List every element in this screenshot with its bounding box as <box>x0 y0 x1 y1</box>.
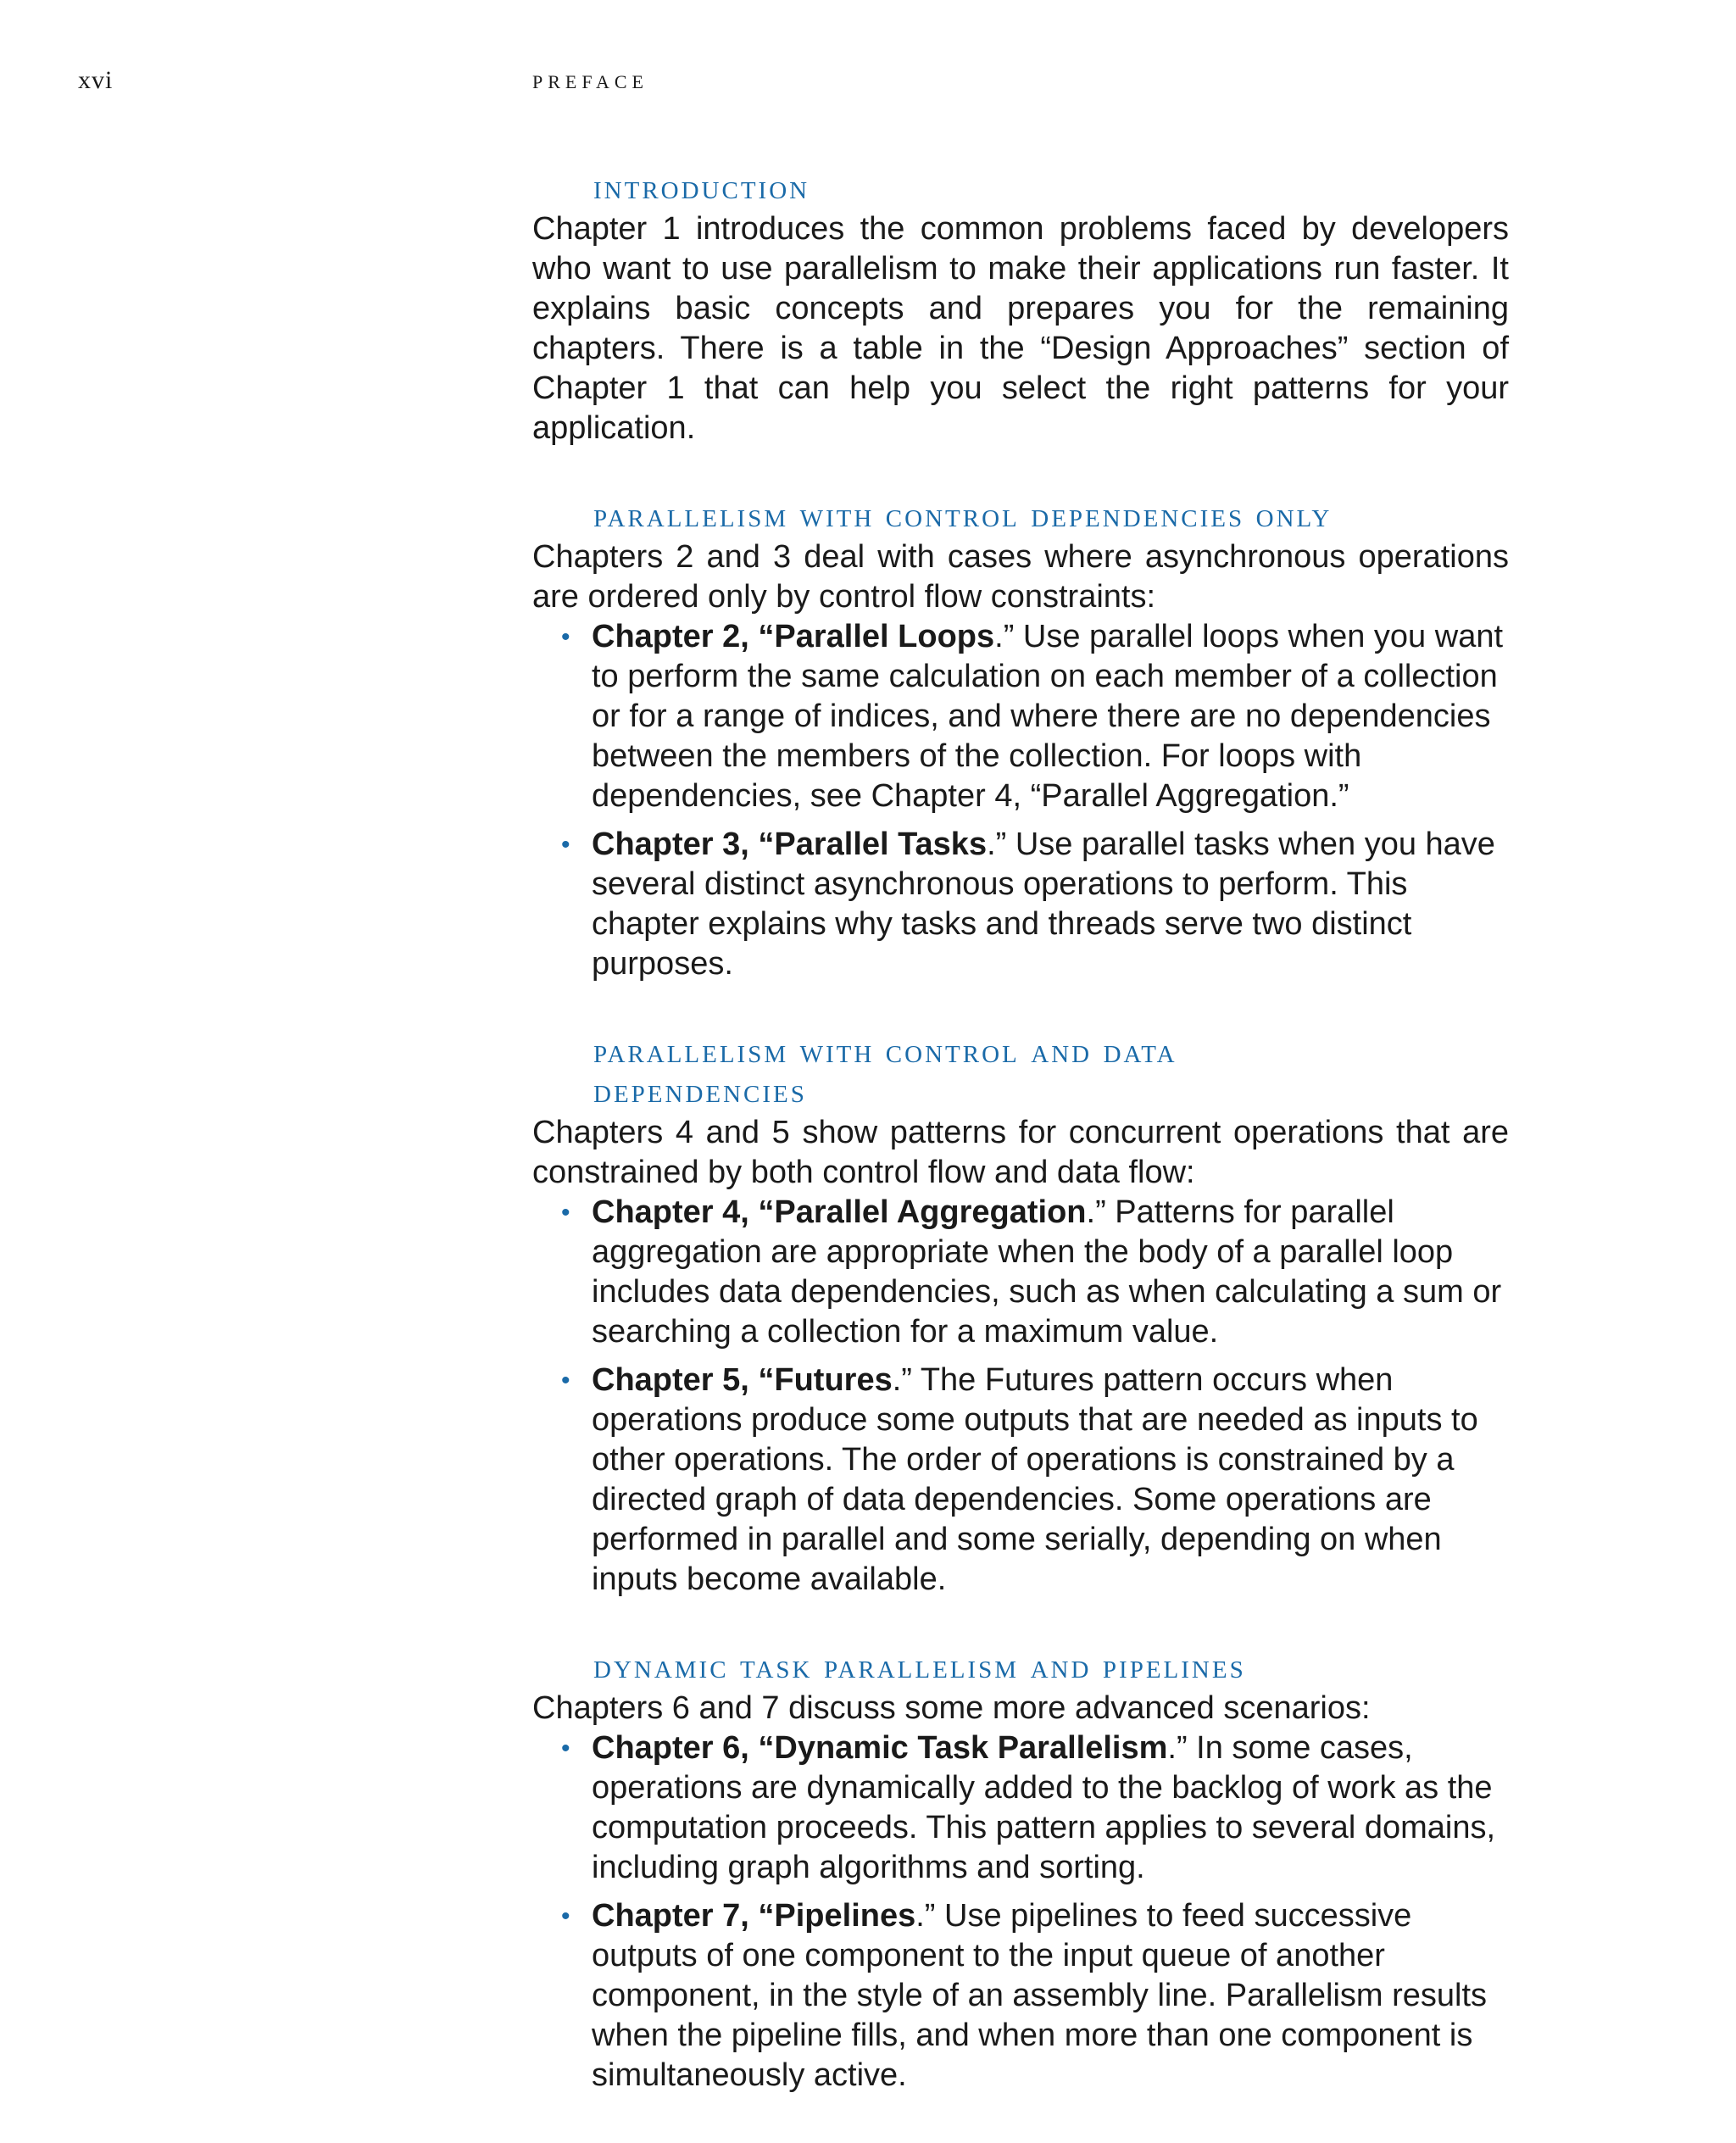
chapter-description: .” Use parallel tasks when you have several distinct asynchronous operations to perform. This chapter explains why tasks and threads serve two distinct purposes. <box>592 827 1495 982</box>
chapter-title: Chapter 6, “Dynamic Task Parallelism <box>592 1730 1168 1766</box>
chapter-title: Chapter 7, “Pipelines <box>592 1898 916 1934</box>
page-number: xvi <box>78 66 114 94</box>
section-heading: introduction <box>593 168 810 207</box>
chapter-description: .” The Futures pattern occurs when operations produce some outputs that are needed as inputs to other operations. The order of operations is constrained by a directed graph of data dependencies. Some operations are performed in parallel and some serially, depending on when inputs become available. <box>592 1362 1478 1597</box>
bullet-icon: • <box>561 1902 570 1930</box>
running-title: PREFACE <box>532 71 648 92</box>
section-paragraph: Chapters 6 and 7 discuss some more advanced scenarios: <box>532 1690 1371 1726</box>
chapter-description: .” Use parallel loops when you want to perform the same calculation on each member of a collection or for a range of indices, and where there are no dependencies between the members of the collection. For loops with dependencies, see Chapter 4, “Parallel Aggregation.” <box>592 619 1504 814</box>
chapter-description: .” In some cases, operations are dynamically added to the backlog of work as the computation proceeds. This pattern applies to several domains, including graph algorithms and sorting. <box>592 1730 1496 1885</box>
bullet-icon: • <box>561 831 570 859</box>
section-paragraph: Chapter 1 introduces the common problems faced by developers who want to use parallelism to make their applications run faster. It explains basic concepts and prepares you for the remaining chapters. There is a table in the “Design Approaches” section of Chapter 1 that can help you select the right patterns for your application. <box>532 211 1509 446</box>
running-head <box>0 66 1736 100</box>
chapter-item <box>532 1361 1509 1600</box>
chapter-item <box>532 617 1509 816</box>
chapter-item <box>532 1193 1509 1352</box>
section-introduction <box>532 168 1509 448</box>
chapter-list <box>532 1193 1509 1600</box>
section-control-and-data-dependencies <box>532 1032 1509 1600</box>
section-heading: parallelism with control and data dependencies <box>593 1032 1177 1110</box>
bullet-icon: • <box>561 1199 570 1227</box>
chapter-title: Chapter 4, “Parallel Aggregation <box>592 1194 1087 1230</box>
section-control-dependencies <box>532 496 1509 984</box>
bullet-icon: • <box>561 623 570 651</box>
chapter-list <box>532 1728 1509 2096</box>
section-paragraph: Chapters 4 and 5 show patterns for concurrent operations that are constrained by both control flow and data flow: <box>532 1115 1509 1190</box>
chapter-item <box>532 1728 1509 1888</box>
chapter-title: Chapter 3, “Parallel Tasks <box>592 827 988 862</box>
chapter-title: Chapter 5, “Futures <box>592 1362 893 1398</box>
page-content <box>532 168 1509 2143</box>
chapter-title: Chapter 2, “Parallel Loops <box>592 619 995 654</box>
section-dynamic-task-parallelism <box>532 1647 1509 2096</box>
section-paragraph: Chapters 2 and 3 deal with cases where asynchronous operations are ordered only by control flow constraints: <box>532 539 1509 615</box>
chapter-item <box>532 825 1509 984</box>
chapter-list <box>532 617 1509 984</box>
section-heading: parallelism with control dependencies only <box>593 496 1333 535</box>
chapter-item <box>532 1896 1509 2096</box>
chapter-description: .” Use pipelines to feed successive outputs of one component to the input queue of another component, in the style of an assembly line. Parallelism results when the pipeline fills, and when more than one component is simultaneously active. <box>592 1898 1488 2093</box>
section-heading: dynamic task parallelism and pipelines <box>593 1647 1246 1686</box>
bullet-icon: • <box>561 1734 570 1762</box>
bullet-icon: • <box>561 1367 570 1394</box>
chapter-description: .” Patterns for parallel aggregation are appropriate when the body of a parallel loop includes data dependencies, such as when calculating a sum or searching a collection for a maximum value. <box>592 1194 1502 1350</box>
